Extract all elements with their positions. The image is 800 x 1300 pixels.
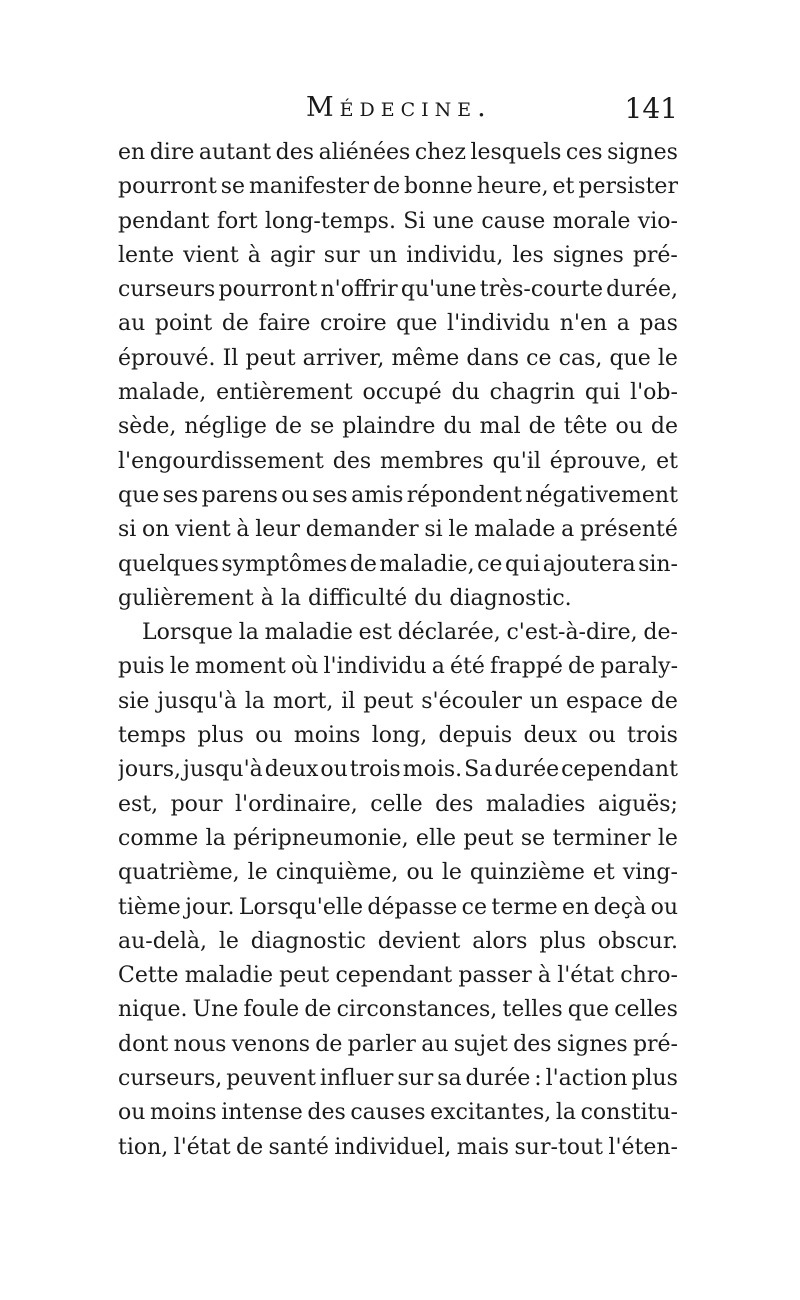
word: vio-	[637, 208, 678, 234]
word: que	[396, 311, 438, 337]
word: passer	[458, 963, 532, 989]
word: nique.	[118, 997, 188, 1023]
word: de	[650, 414, 678, 440]
word: alors	[472, 928, 528, 954]
word: pas	[639, 311, 678, 337]
word: ces	[565, 140, 603, 165]
word: mais	[456, 1134, 510, 1160]
word: Cette	[118, 963, 179, 989]
word: sa	[437, 1066, 462, 1092]
word: très-courte	[479, 277, 603, 303]
word: leur	[255, 517, 300, 543]
word: l'éten-	[608, 1134, 678, 1160]
word: Sa	[464, 757, 493, 783]
word: quelques	[118, 551, 219, 577]
word: de	[304, 997, 332, 1023]
word: s'écouler	[421, 688, 522, 714]
word: pré-	[632, 242, 678, 268]
word: déclarée,	[397, 620, 501, 646]
word: chro-	[620, 963, 678, 989]
running-head	[118, 92, 678, 132]
word: ce	[526, 345, 552, 371]
word: de	[372, 174, 401, 200]
word: telles	[502, 997, 563, 1023]
word: plus	[631, 1066, 678, 1092]
word: au	[118, 311, 146, 337]
word: des	[275, 140, 315, 165]
word: qui	[504, 551, 541, 577]
word: puis	[118, 654, 165, 680]
word: maladies	[485, 791, 586, 817]
word: une	[432, 208, 475, 234]
word: de-	[643, 620, 678, 646]
word: jusqu'à	[157, 688, 237, 714]
word: foule	[243, 997, 300, 1023]
word: maladie,	[379, 551, 475, 577]
word: parens	[201, 482, 278, 508]
word: demander	[305, 517, 419, 543]
word: temps	[118, 723, 187, 749]
word: bonne	[404, 174, 473, 200]
word: péripneumonie,	[233, 825, 409, 851]
word: nous	[173, 1031, 227, 1057]
word: arriver,	[302, 345, 385, 371]
word: à	[537, 963, 552, 989]
text-line	[118, 753, 678, 787]
word: chagrin	[489, 380, 576, 406]
word: curseurs,	[118, 1066, 223, 1092]
word: l'état	[557, 963, 615, 989]
word: quinzième	[469, 860, 585, 886]
word: entièrement	[216, 380, 353, 406]
word: cinquième,	[275, 860, 399, 886]
running-title: Médecine.	[306, 92, 492, 123]
word: l'individu	[447, 311, 551, 337]
word: sur	[323, 242, 360, 268]
word: si	[424, 517, 443, 543]
text-line	[118, 891, 678, 925]
word: durée,	[606, 277, 678, 303]
word: ou	[588, 723, 616, 749]
word: ou	[650, 894, 678, 920]
word: individu,	[406, 242, 504, 268]
word: ou	[615, 414, 643, 440]
word: néglige	[184, 414, 267, 440]
word: autant	[198, 140, 272, 165]
word: long-temps.	[264, 208, 396, 234]
word: lente	[118, 242, 175, 268]
word: des	[435, 791, 474, 817]
word: heure,	[476, 174, 549, 200]
text-line	[118, 719, 678, 753]
word: qui	[584, 380, 621, 406]
text-line	[118, 856, 678, 890]
word: du	[443, 414, 472, 440]
word: ajoutera	[542, 551, 636, 577]
word: est,	[118, 791, 159, 817]
word: devient	[377, 928, 461, 954]
word: le	[657, 825, 678, 851]
word: deçà	[593, 894, 647, 920]
text-line	[118, 993, 678, 1027]
word: pour	[170, 791, 223, 817]
word: cependant	[335, 963, 453, 989]
word: de	[221, 311, 249, 337]
word: dépasse	[367, 894, 458, 920]
word: fort	[216, 208, 258, 234]
word: vient	[183, 242, 239, 268]
word: ou	[406, 860, 434, 886]
word: pourront	[118, 174, 217, 200]
text-line	[118, 445, 678, 479]
word: chez	[414, 140, 466, 165]
word: été	[449, 654, 485, 680]
word: aliénées	[318, 140, 411, 165]
word: jours,	[118, 757, 182, 783]
word: le	[448, 517, 469, 543]
word: sur-tout	[514, 1134, 604, 1160]
text-line	[118, 170, 678, 204]
word: curseurs	[118, 277, 216, 303]
word: mois.	[402, 757, 463, 783]
word: ce	[477, 551, 503, 577]
word: dont	[118, 1031, 169, 1057]
word: ce	[461, 894, 487, 920]
word: sie	[118, 688, 150, 714]
word: cas,	[558, 345, 603, 371]
word: l'individu	[323, 654, 427, 680]
word: quatrième,	[118, 860, 240, 886]
word: jour.	[185, 894, 235, 920]
word: de	[315, 1031, 343, 1057]
word: faire	[258, 311, 311, 337]
word: sin-	[638, 551, 678, 577]
word: point	[154, 311, 213, 337]
word: la	[555, 1100, 576, 1126]
word: éprouvé.	[118, 345, 216, 371]
word: individuel,	[334, 1134, 452, 1160]
text-line	[118, 342, 678, 376]
text-line	[118, 1028, 678, 1062]
word: amis	[351, 482, 404, 508]
word: maladie	[264, 620, 353, 646]
word: ving-	[622, 860, 678, 886]
word: plus	[197, 723, 244, 749]
word: au-delà,	[118, 928, 207, 954]
text-line	[118, 616, 678, 650]
word: le	[169, 654, 190, 680]
word: et	[552, 174, 575, 200]
text-line	[118, 1062, 678, 1096]
word: se	[309, 414, 335, 440]
word: ou	[320, 757, 348, 783]
word: mal	[479, 414, 521, 440]
text-line	[118, 410, 678, 444]
word: causes	[350, 1100, 426, 1126]
word: terminer	[552, 825, 651, 851]
word: terme	[491, 894, 558, 920]
word: manifester	[249, 174, 370, 200]
word: paraly-	[600, 654, 678, 680]
word: symptômes	[221, 551, 348, 577]
word: sède,	[118, 414, 177, 440]
text-line	[118, 273, 678, 307]
word: circonstances,	[336, 997, 498, 1023]
word: l'ordinaire,	[234, 791, 358, 817]
word: ou	[255, 723, 283, 749]
word: on	[142, 517, 170, 543]
word: croire	[319, 311, 387, 337]
word: de	[528, 414, 556, 440]
word: le	[657, 345, 678, 371]
word: moment	[194, 654, 286, 680]
word: malade,	[118, 380, 207, 406]
word: trois	[349, 757, 401, 783]
word: répondent	[406, 482, 522, 508]
word: négativement	[525, 482, 678, 508]
line-text: gulièrement à la difficulté du diagnostic.	[118, 585, 572, 611]
word: de	[568, 654, 596, 680]
word: obscur.	[597, 928, 678, 954]
word: Lorsqu'elle	[238, 894, 363, 920]
word: il	[341, 688, 356, 714]
word: où	[290, 654, 319, 680]
text-line	[118, 788, 678, 822]
word: éprouve,	[549, 448, 648, 474]
word: l'ob-	[630, 380, 678, 406]
word: peut	[279, 963, 330, 989]
word: long,	[371, 723, 428, 749]
word: se	[220, 174, 246, 200]
word: un	[529, 688, 559, 714]
text-line	[118, 239, 678, 273]
word: les	[512, 242, 544, 268]
word: de	[650, 688, 678, 714]
word: plus	[539, 928, 586, 954]
word: présenté	[579, 517, 678, 543]
text-line	[118, 582, 678, 616]
word: cause	[481, 208, 546, 234]
word: la	[244, 688, 265, 714]
word: de	[349, 551, 377, 577]
word: l'engourdissement	[118, 448, 324, 474]
text-line	[118, 548, 678, 582]
word: santé	[268, 1134, 329, 1160]
word: que	[118, 482, 160, 508]
word: n'en	[559, 311, 608, 337]
word: pré-	[632, 1031, 678, 1057]
word: occupé	[362, 380, 442, 406]
word: qu'une	[400, 277, 477, 303]
word: se	[520, 825, 546, 851]
word: constitu-	[580, 1100, 678, 1126]
word: de	[235, 1134, 264, 1160]
text-line	[118, 685, 678, 719]
word: intense	[221, 1100, 303, 1126]
word: ses	[162, 482, 199, 508]
text-line	[118, 822, 678, 856]
word: signes	[552, 242, 624, 268]
word: agir	[269, 242, 315, 268]
word: tième	[118, 894, 181, 920]
word: en	[562, 894, 590, 920]
word: peut	[363, 688, 414, 714]
word: du	[451, 380, 480, 406]
word: a	[431, 654, 445, 680]
word: durée	[494, 757, 560, 783]
text-line	[118, 1096, 678, 1130]
word: et	[656, 448, 678, 474]
word: le	[218, 928, 239, 954]
word: signes	[607, 140, 678, 165]
word: celles	[614, 997, 678, 1023]
text-line	[118, 513, 678, 547]
word: diagnostic	[250, 928, 366, 954]
word: sur	[397, 1066, 434, 1092]
word: durée	[465, 1066, 531, 1092]
word: deux	[264, 757, 319, 783]
word: malade	[474, 517, 556, 543]
word: celle	[370, 791, 423, 817]
word: Une	[192, 997, 239, 1023]
word: et	[592, 860, 615, 886]
word: que	[567, 997, 610, 1023]
word: c'est-à-dire,	[506, 620, 638, 646]
word: même	[391, 345, 460, 371]
word: que	[609, 345, 651, 371]
word: morale	[552, 208, 631, 234]
word: frappé	[489, 654, 563, 680]
word: pendant	[118, 208, 210, 234]
text-line	[118, 136, 678, 170]
word: Lorsque	[142, 620, 233, 646]
word: influer	[319, 1066, 394, 1092]
word: membres	[380, 448, 484, 474]
word: des	[513, 1031, 552, 1057]
word: ou	[281, 482, 309, 508]
word: Il	[222, 345, 239, 371]
word: peut	[463, 825, 514, 851]
word: en	[118, 140, 146, 165]
word: des	[332, 448, 372, 474]
word: ses	[312, 482, 348, 508]
word: excitantes,	[430, 1100, 552, 1126]
word: espace	[566, 688, 643, 714]
word: à	[236, 517, 250, 543]
word: si	[118, 517, 137, 543]
word: a	[616, 311, 630, 337]
word: un	[368, 242, 398, 268]
word: signes	[556, 1031, 628, 1057]
word: Si	[403, 208, 426, 234]
word: le	[247, 860, 268, 886]
word: n'offrir	[320, 277, 398, 303]
word: mort,	[272, 688, 334, 714]
word: ou	[118, 1100, 146, 1126]
text-line	[118, 205, 678, 239]
word: à	[247, 242, 261, 268]
text-line	[118, 307, 678, 341]
word: tion,	[118, 1134, 169, 1160]
word: parler	[347, 1031, 416, 1057]
word: elle	[415, 825, 457, 851]
word: moins	[150, 1100, 217, 1126]
page-number: 141	[624, 92, 678, 125]
word: sujet	[453, 1031, 508, 1057]
word: aiguës;	[597, 791, 678, 817]
word: comme	[118, 825, 199, 851]
word: la	[238, 620, 259, 646]
word: dire	[149, 140, 195, 165]
word: l'état	[173, 1134, 231, 1160]
text-body	[118, 136, 678, 1165]
word: cependant	[561, 757, 678, 783]
word: maladie	[184, 963, 273, 989]
word: venons	[231, 1031, 311, 1057]
word: qu'il	[492, 448, 541, 474]
word: persister	[578, 174, 678, 200]
word: tête	[563, 414, 608, 440]
word: jusqu'à	[183, 757, 263, 783]
word: peut	[245, 345, 296, 371]
word: dans	[466, 345, 520, 371]
word: vient	[175, 517, 231, 543]
word: au	[421, 1031, 449, 1057]
text-line	[118, 959, 678, 993]
word: :	[534, 1066, 542, 1092]
word: deux	[523, 723, 578, 749]
text-line	[118, 650, 678, 684]
text-line	[118, 479, 678, 513]
word: pourront	[218, 277, 318, 303]
text-line	[118, 376, 678, 410]
word: peuvent	[226, 1066, 316, 1092]
word: le	[441, 860, 462, 886]
word: de	[274, 414, 302, 440]
word: a	[561, 517, 575, 543]
word: la	[205, 825, 226, 851]
word: moins	[293, 723, 361, 749]
text-line	[118, 1131, 678, 1165]
word: l'action	[545, 1066, 628, 1092]
word: des	[307, 1100, 346, 1126]
word: est	[358, 620, 392, 646]
text-line	[118, 925, 678, 959]
word: plaindre	[342, 414, 436, 440]
word: trois	[627, 723, 678, 749]
word: lesquels	[470, 140, 562, 165]
word: depuis	[438, 723, 513, 749]
